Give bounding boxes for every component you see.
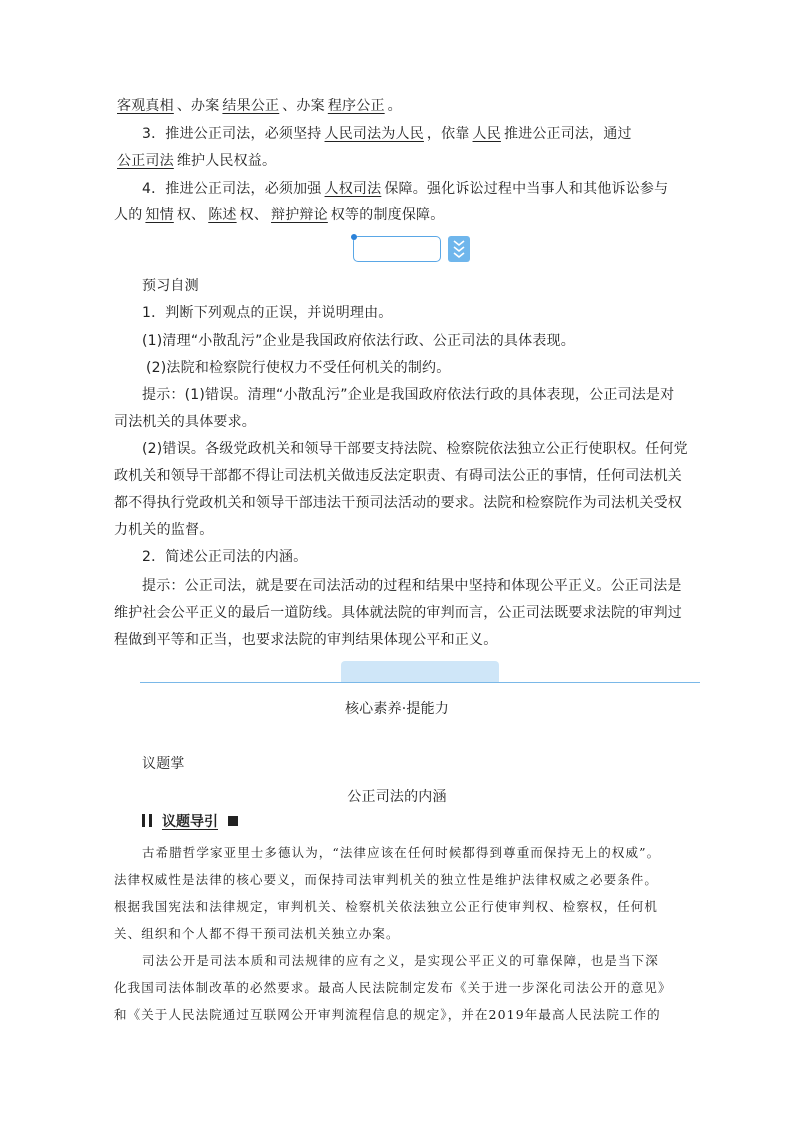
answer-blank: 公正司法 bbox=[117, 153, 174, 169]
section-tab bbox=[341, 661, 499, 683]
square-marker-icon bbox=[228, 816, 238, 826]
para-1-line-2: 法律权威性是法律的核心要义，而保持司法审判机关的独立性是维护法律权威之必要条件。 bbox=[114, 872, 659, 887]
para-2-line-3: 和《关于人民法院通过互联网公开审判流程信息的规定》，并在2019年最高人民法院工作的 bbox=[114, 1007, 661, 1022]
hint-2-line-2: 政机关和领导干部都不得让司法机关做违反法定职责、有碍司法公正的事情，任何司法机关 bbox=[114, 468, 682, 484]
hint-1-line-2: 司法机关的具体要求。 bbox=[114, 414, 256, 430]
answer-blank: 辩护辩论 bbox=[271, 207, 328, 223]
double-chevron-down-icon bbox=[448, 236, 470, 262]
para-2-line-2: 化我国司法体制改革的必然要求。最高人民法院制定发布《关于进一步深化司法公开的意见》 bbox=[114, 980, 672, 995]
text-run: 人的 bbox=[114, 207, 143, 223]
answer-blank: 陈述 bbox=[208, 207, 237, 223]
answer-blank: 人民司法为人民 bbox=[324, 126, 424, 142]
guide-label: 议题导引 bbox=[162, 814, 218, 830]
para-1-line-3: 根据我国宪法和法律规定，审判机关、检察机关依法独立公正行使审判权、检察权，任何机 bbox=[114, 899, 659, 914]
answer-blank: 人权司法 bbox=[324, 181, 382, 197]
item-4-line-1 bbox=[142, 179, 712, 199]
hint-3-line-2: 维护社会公平正义的最后一道防线。具体就法院的审判而言，公正司法既要求法院的审判过 bbox=[114, 605, 682, 621]
text-run: 、办案 bbox=[282, 98, 325, 114]
text-run: 权等的制度保障。 bbox=[330, 207, 445, 223]
text-run: 推进公正司法，通过 bbox=[503, 126, 632, 142]
topic-guide-heading bbox=[142, 813, 238, 831]
para-2-line-1: 司法公开是司法本质和司法规律的应有之义，是实现公平正义的可靠保障，也是当下深 bbox=[142, 953, 659, 968]
text-run: 权、 bbox=[176, 207, 206, 223]
text-run: 。 bbox=[387, 98, 402, 114]
text-run: 、办案 bbox=[176, 98, 220, 114]
question-1a: (1)清理“小散乱污”企业是我国政府依法行政、公正司法的具体表现。 bbox=[142, 333, 575, 349]
para-1-line-4: 关、组织和个人都不得干预司法机关独立办案。 bbox=[114, 926, 400, 941]
text-run: 维护人民权益。 bbox=[176, 153, 277, 169]
text-run: ，依靠 bbox=[426, 126, 470, 142]
bar-marker-icon bbox=[149, 814, 152, 827]
section-divider bbox=[140, 682, 700, 683]
para-1-line-1: 古希腊哲学家亚里士多德认为，“法律应该在任何时候都得到尊重而保持无上的权威”。 bbox=[142, 845, 661, 860]
topic-label: 议题掌 bbox=[142, 756, 185, 772]
text-run: 4．推进公正司法，必须加强 bbox=[142, 181, 322, 197]
core-section-title: 核心素养·提能力 bbox=[344, 701, 450, 717]
bullet-dot-icon bbox=[351, 234, 357, 240]
answer-blank: 程序公正 bbox=[327, 98, 385, 114]
bar-marker-icon bbox=[142, 814, 145, 827]
text-run: 权、 bbox=[239, 207, 269, 223]
answer-blank: 结果公正 bbox=[222, 98, 280, 114]
hint-2-line-1: (2)错误。各级党政机关和领导干部要支持法院、检察院依法独立公正行使职权。任何党 bbox=[142, 441, 688, 457]
item-4-line-2 bbox=[114, 205, 684, 225]
hint-2-line-4: 力机关的监督。 bbox=[114, 522, 214, 538]
hint-2-line-3: 都不得执行党政机关和领导干部违法干预司法活动的要求。法院和检察院作为司法机关受权 bbox=[114, 495, 682, 511]
topic-title: 公正司法的内涵 bbox=[347, 789, 447, 805]
item-3-line-2 bbox=[114, 151, 684, 171]
hint-3-line-1: 提示：公正司法，就是要在司法活动的过程和结果中坚持和体现公平正义。公正司法是 bbox=[142, 578, 682, 594]
section-badge bbox=[353, 236, 441, 262]
blank-line-1 bbox=[114, 96, 684, 116]
question-2: 2．简述公正司法的内涵。 bbox=[142, 549, 308, 565]
text-run: 3．推进公正司法，必须坚持 bbox=[142, 126, 322, 142]
preview-heading: 预习自测 bbox=[142, 278, 199, 294]
answer-blank: 知情 bbox=[145, 207, 174, 223]
item-3-line-1 bbox=[142, 124, 712, 144]
question-1: 1．判断下列观点的正误，并说明理由。 bbox=[142, 305, 393, 321]
hint-3-line-3: 程做到平等和正当，也要求法院的审判结果体现公平和正义。 bbox=[114, 632, 498, 648]
question-1b: (2)法院和检察院行使权力不受任何机关的制约。 bbox=[146, 360, 451, 376]
hint-1-line-1: 提示：(1)错误。清理“小散乱污”企业是我国政府依法行政的具体表现，公正司法是对 bbox=[142, 387, 675, 403]
answer-blank: 人民 bbox=[472, 126, 501, 142]
answer-blank: 客观真相 bbox=[117, 98, 174, 114]
text-run: 保障。强化诉讼过程中当事人和其他诉讼参与 bbox=[384, 181, 669, 197]
